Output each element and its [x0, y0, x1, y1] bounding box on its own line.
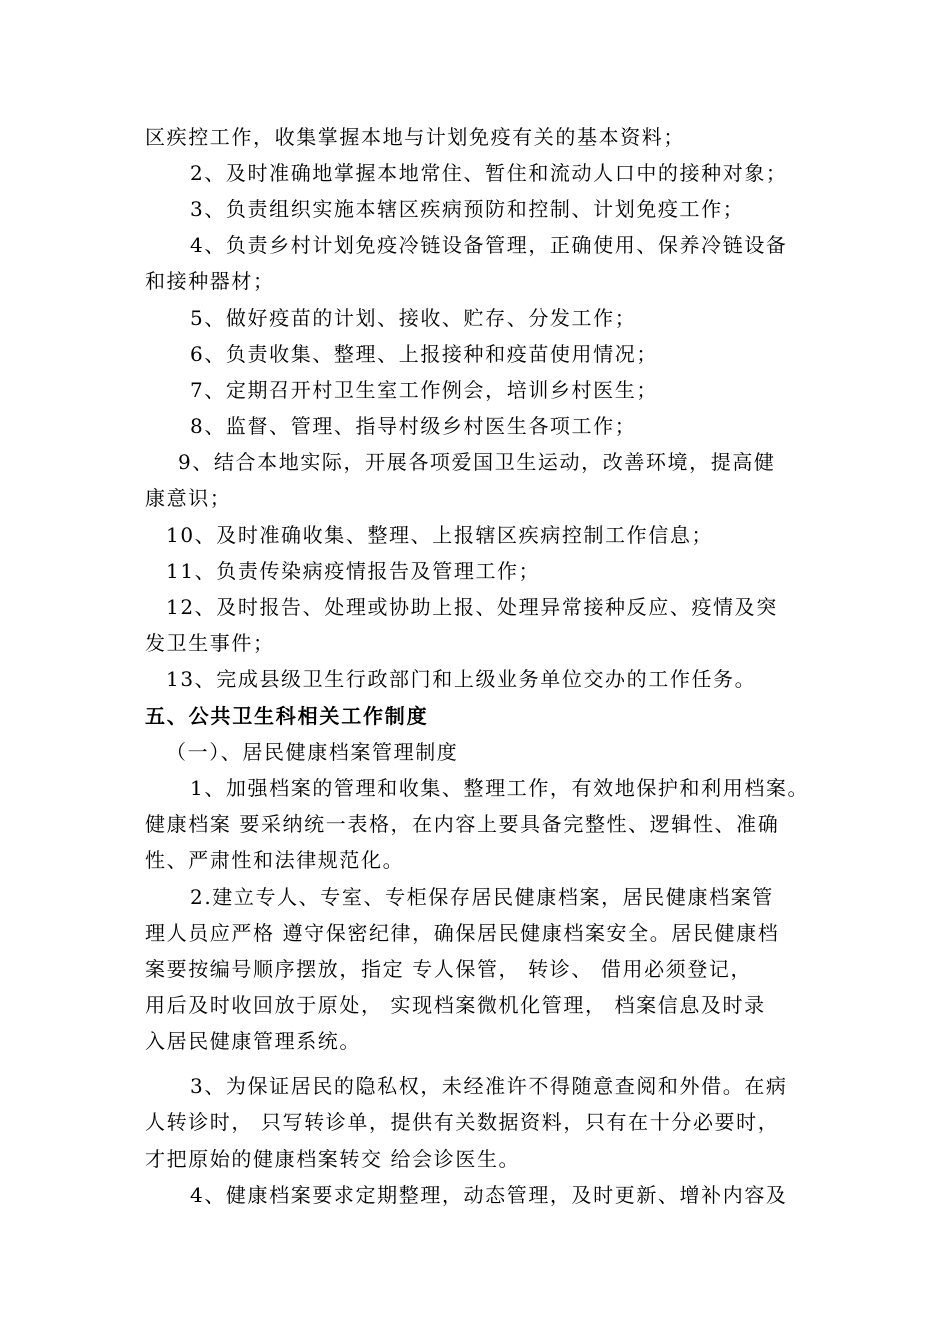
subsection-heading: （一）、居民健康档案管理制度 — [166, 740, 459, 764]
text-line: 才把原始的健康档案转交 给会诊医生。 — [145, 1147, 521, 1171]
section-heading: 五、公共卫生科相关工作制度 — [145, 704, 429, 728]
list-item: 2.建立专人、专室、专柜保存居民健康档案，居民健康档案管 — [190, 885, 774, 909]
list-item: 5、做好疫苗的计划、接收、贮存、分发工作； — [190, 306, 637, 330]
text-line: 发卫生事件； — [145, 631, 275, 655]
text-line: 性、严肃性和法律规范化。 — [145, 848, 405, 872]
list-item: 11、负责传染病疫情报告及管理工作； — [166, 559, 541, 583]
text-line: 区疾控工作，收集掌握本地与计划免疫有关的基本资料； — [145, 125, 685, 149]
text-line: 和接种器材； — [145, 269, 275, 293]
list-item: 4、负责乡村计划免疫冷链设备管理，正确使用、保养冷链设备 — [190, 233, 788, 257]
list-item: 3、负责组织实施本辖区疾病预防和控制、计划免疫工作； — [190, 197, 745, 221]
text-line: 康意识； — [145, 486, 232, 510]
text-line: 入居民健康管理系统。 — [145, 1029, 361, 1053]
list-item: 7、定期召开村卫生室工作例会，培训乡村医生； — [190, 378, 658, 402]
list-item: 3、为保证居民的隐私权，未经准许不得随意查阅和外借。在病 — [190, 1074, 788, 1098]
list-item: 6、负责收集、整理、上报接种和疫苗使用情况； — [190, 342, 658, 366]
list-item: 1、加强档案的管理和收集、整理工作，有效地保护和利用档案。 — [190, 776, 810, 800]
text-line: 案要按编号顺序摆放，指定 专人保管， 转诊、 借用必须登记， — [145, 957, 753, 981]
text-line: 人转诊时， 只写转诊单，提供有关数据资料，只有在十分必要时， — [145, 1110, 780, 1134]
list-item: 12、及时报告、处理或协助上报、处理异常接种反应、疫情及突 — [166, 595, 778, 619]
text-line: 健康档案 要采纳统一表格，在内容上要具备完整性、逻辑性、准确 — [145, 812, 780, 836]
list-item: 13、完成县级卫生行政部门和上级业务单位交办的工作任务。 — [166, 667, 757, 691]
text-line: 用后及时收回放于原处， 实现档案微机化管理， 档案信息及时录 — [145, 993, 766, 1017]
list-item: 8、监督、管理、指导村级乡村医生各项工作； — [190, 414, 637, 438]
list-item: 9、结合本地实际，开展各项爱国卫生运动，改善环境，提高健 — [178, 450, 776, 474]
list-item: 4、健康档案要求定期整理，动态管理，及时更新、增补内容及 — [190, 1183, 788, 1207]
list-item: 2、及时准确地掌握本地常住、暂住和流动人口中的接种对象； — [190, 161, 788, 185]
text-line: 理人员应严格 遵守保密纪律，确保居民健康档案安全。居民健康档 — [145, 921, 780, 945]
list-item: 10、及时准确收集、整理、上报辖区疾病控制工作信息； — [166, 523, 714, 547]
